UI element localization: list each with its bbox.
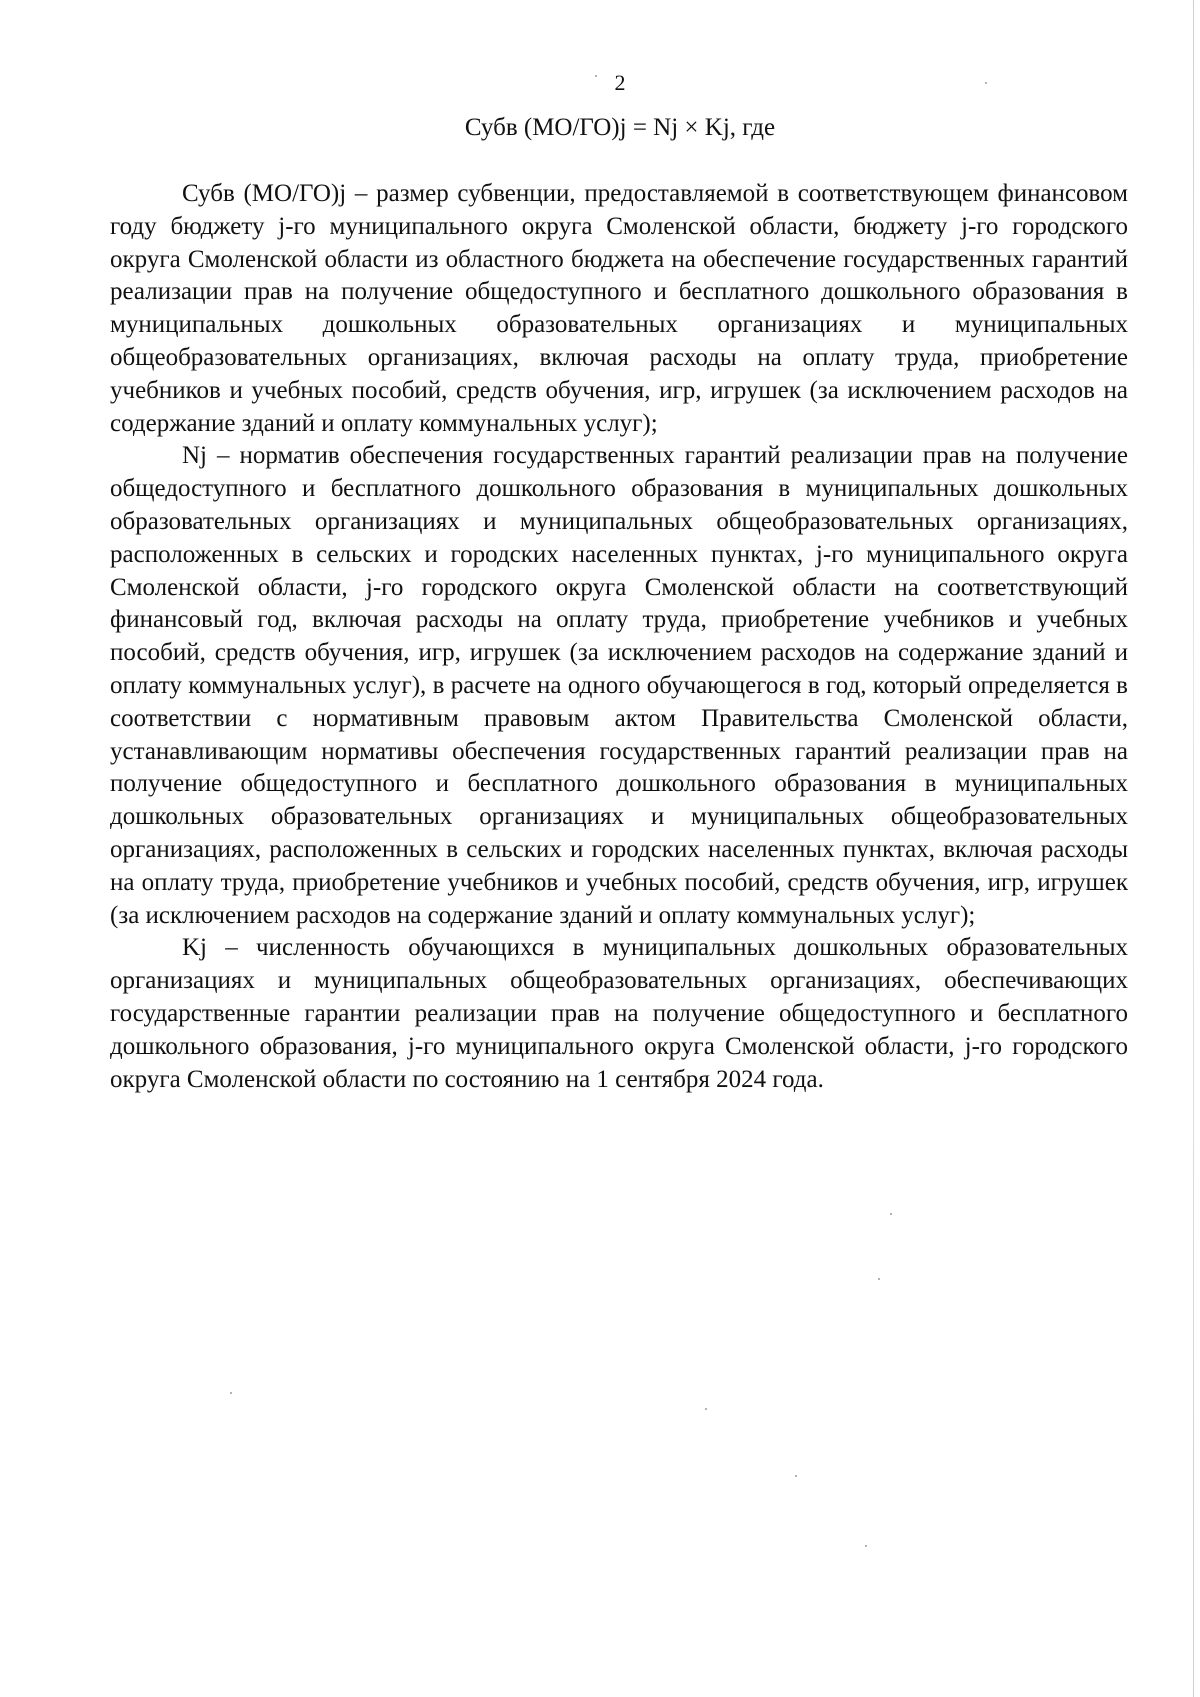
formula: Субв (МО/ГО)j = Nj × Kj, где: [464, 114, 776, 141]
page-number: 2: [614, 70, 626, 95]
scan-speck: [878, 1278, 880, 1280]
document-body: [110, 178, 1128, 1096]
scan-speck: [230, 1392, 232, 1394]
scan-edge-line: [1193, 0, 1194, 1697]
paragraph-nj-definition: Nj – норматив обеспечения государственных гарантий реализации прав на получение общедоступного и бесплатного дошкольного образования в муниципальных дошкольных образовательных организациях и муниципальных общеобразовательных организациях, расположенных в сельских и городских населенных пунктах, j-го муниципального округа Смоленской области, j-го городского округа Смоленской области на соответствующий финансовый год, включая расходы на оплату труда, приобретение учебников и учебных пособий, средств обучения, игр, игрушек (за исключением расходов на содержание зданий и оплату коммунальных услуг), в расчете на одного обучающегося в год, который определяется в соответствии с нормативным правовым актом Правительства Смоленской области, устанавливающим нормативы обеспечения государственных гарантий реализации прав на получение общедоступного и бесплатного дошкольного образования в муниципальных дошкольных образовательных организациях и муниципальных общеобразовательных организациях, расположенных в сельских и городских населенных пунктах, включая расходы на оплату труда, приобретение учебников и учебных пособий, средств обучения, игр, игрушек (за исключением расходов на содержание зданий и оплату коммунальных услуг);: [110, 442, 1128, 929]
scan-speck: [865, 1545, 867, 1547]
scan-speck: [890, 1213, 892, 1215]
scan-speck: [705, 1408, 707, 1410]
paragraph-subv-definition: Субв (МО/ГО)j – размер субвенции, предоставляемой в соответствующем финансовом году бюджету j-го муниципального округа Смоленской области, бюджету j-го городского округа Смоленской области из областного бюджета на обеспечение государственных гарантий реализации прав на получение общедоступного и бесплатного дошкольного образования в муниципальных дошкольных образовательных организациях и муниципальных общеобразовательных организациях, включая расходы на оплату труда, приобретение учебников и учебных пособий, средств обучения, игр, игрушек (за исключением расходов на содержание зданий и оплату коммунальных услуг);: [110, 180, 1128, 437]
paragraph-kj-definition: Kj – численность обучающихся в муниципальных дошкольных образовательных организациях и муниципальных общеобразовательных организациях, обеспечивающих государственные гарантии реализации прав на получение общедоступного и бесплатного дошкольного образования, j-го муниципального округа Смоленской области, j-го городского округа Смоленской области по состоянию на 1 сентября 2024 года.: [110, 934, 1128, 1093]
scan-speck: [795, 1475, 797, 1477]
